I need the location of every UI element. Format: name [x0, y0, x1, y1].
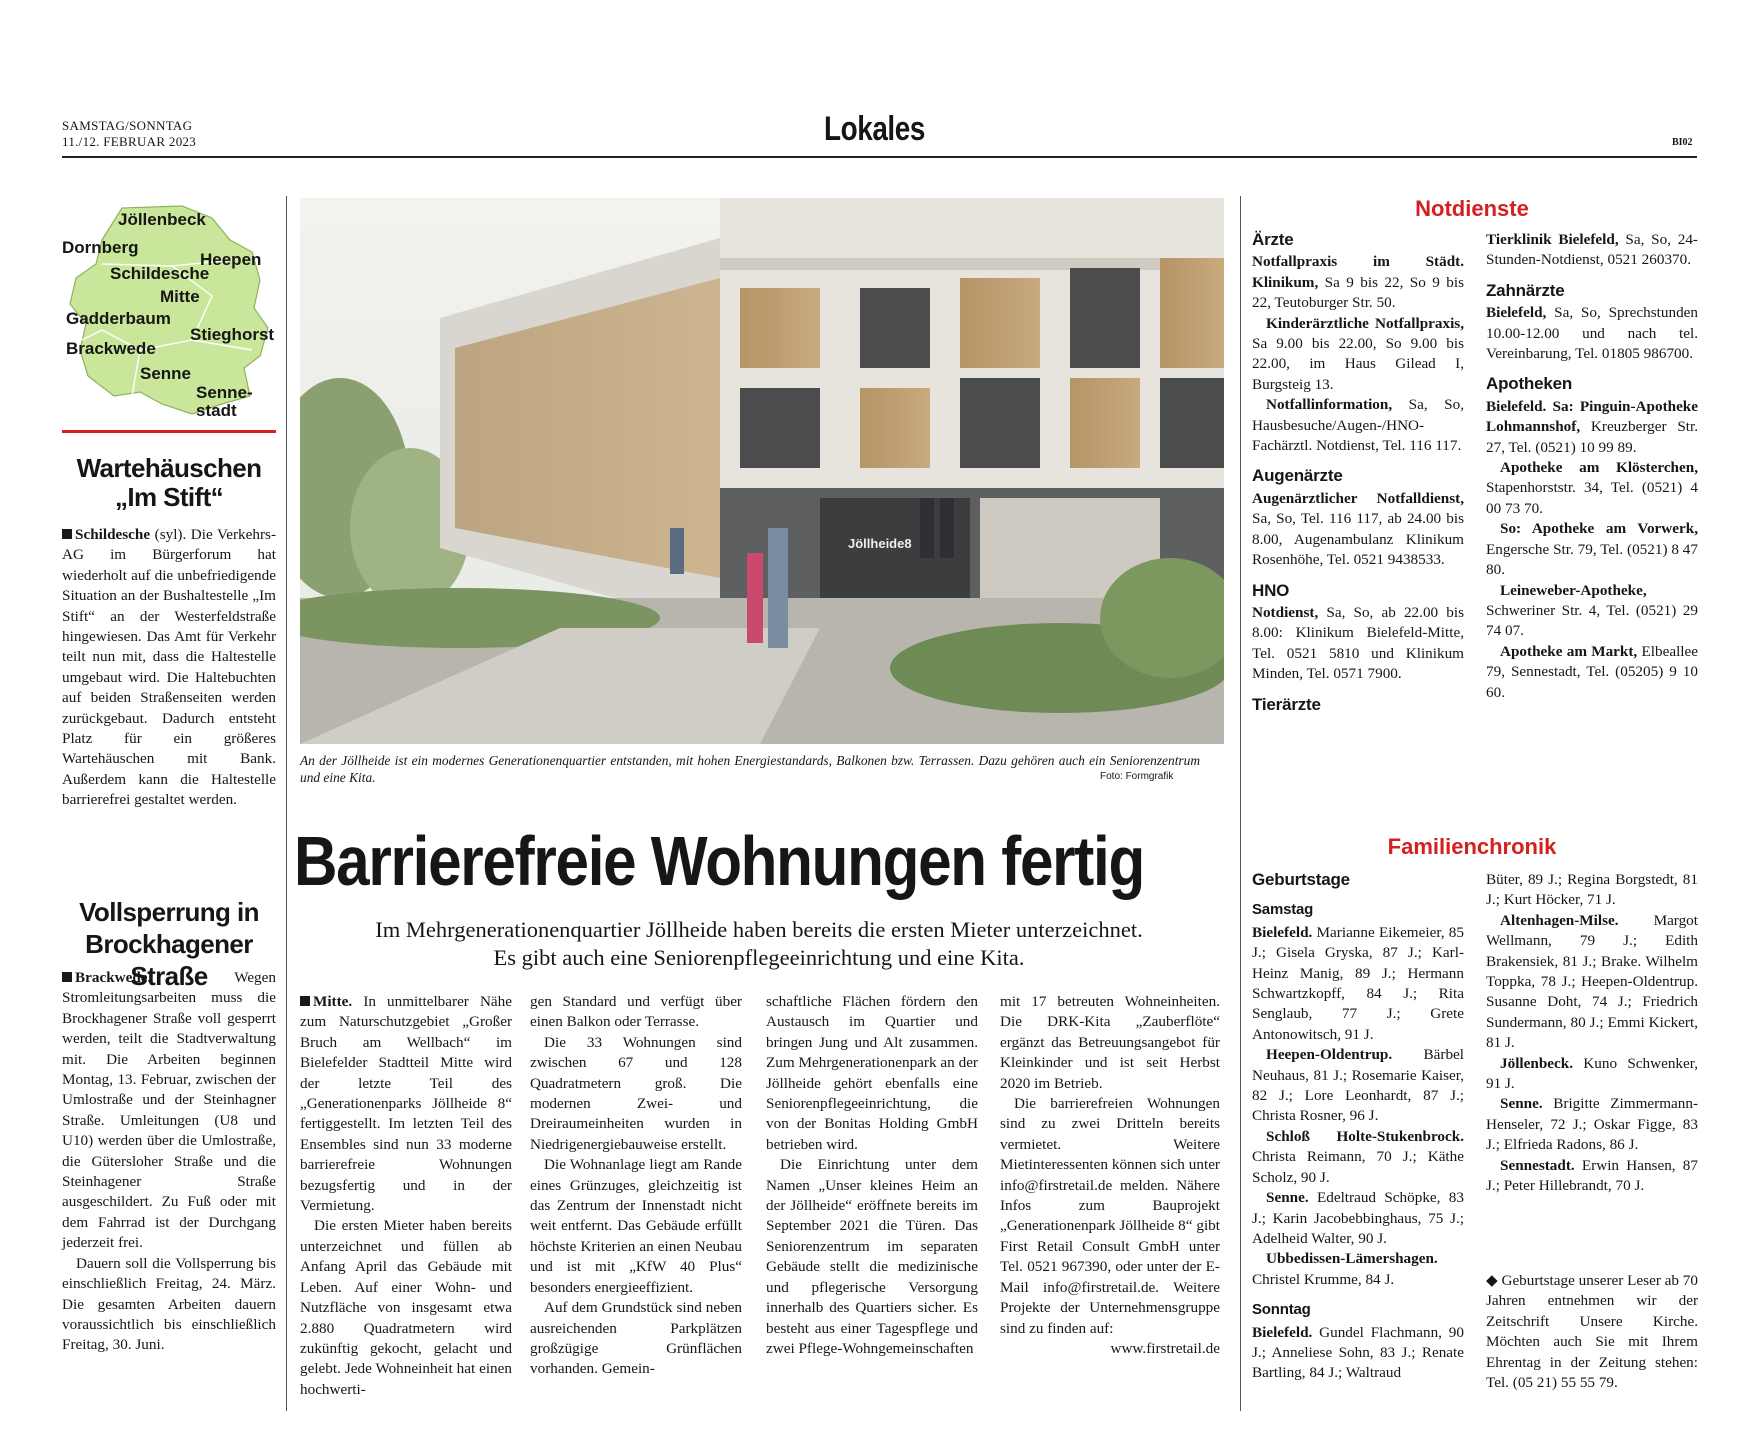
- listing-entry-name: Heepen-Oldentrup.: [1266, 1046, 1393, 1064]
- map-label-mitte: Mitte: [160, 287, 200, 306]
- listing-entry-name: Bielefeld.: [1252, 1323, 1313, 1341]
- brief2-title-line1: Vollsperrung in: [79, 897, 259, 927]
- familienchronik-title: Familienchronik: [1387, 834, 1557, 859]
- map-label-brackwede: Brackwede: [66, 339, 156, 358]
- listing-entry-details: Sa 9 bis 22, So 9 bis 22, Teutoburger Str. 50.: [1252, 273, 1464, 312]
- map-label-gadderbaum: Gadderbaum: [66, 309, 171, 328]
- map-rule: [62, 430, 276, 433]
- listing-subheading: Sonntag: [1252, 1301, 1311, 1319]
- map-label-sennestadt-2: stadt: [196, 401, 237, 420]
- listing-entry: [1252, 314, 1464, 396]
- familienchronik-right-col: [1486, 870, 1698, 1197]
- listing-entry-details: Christel Krumme, 84 J.: [1252, 1270, 1395, 1288]
- listing-entry-details: Büter, 89 J.; Regina Borgstedt, 81 J.; Kurt Höcker, 71 J.: [1486, 871, 1698, 909]
- bullet-square: [62, 529, 72, 539]
- listing-entry: [1486, 519, 1698, 580]
- listing-entry-name: Tierklinik Bielefeld,: [1486, 231, 1619, 248]
- listing-entry-details: Stapenhorststr. 34, Tel. (0521) 4 00 73 70.: [1486, 479, 1698, 517]
- listing-entry-details: Sa, So, Sprechstunden 10.00-12.00 und nach tel. Vereinbarung, Tel. 01805 986700.: [1486, 304, 1698, 363]
- brief2-place: Brackwede.: [75, 969, 152, 986]
- brief1-title: [62, 454, 276, 512]
- listing-entry-name: Jöllenbeck.: [1500, 1054, 1573, 1072]
- article-headline: Barrierefreie Wohnungen fertig: [294, 822, 1144, 900]
- notdienste-left-col: [1252, 230, 1464, 717]
- column-divider: [1240, 196, 1241, 1411]
- col4-url[interactable]: www.firstretail.de: [1110, 1339, 1220, 1357]
- listing-entry: [1486, 911, 1698, 1054]
- map-label-dornberg: Dornberg: [62, 238, 139, 257]
- date-line-2: 11./12. FEBRUAR 2023: [62, 134, 197, 149]
- listing-heading: HNO: [1252, 580, 1290, 600]
- map-label-stieghorst: Stieghorst: [190, 325, 275, 344]
- brief1-place: Schildesche: [75, 526, 151, 543]
- article-col-2: [530, 992, 742, 1380]
- map-label-sennestadt-1: Senne-: [196, 383, 253, 402]
- brief1-text: (syl). Die Verkehrs-AG im Bürgerforum hat wiederholt auf die unbefriedigende Situation an der Bushaltestelle „Im Stift“ an der Westerfeldstraße hingewiesen. Das Amt für Verkehr teilt nun mit, dass die Haltestelle umgebaut wird. Die Haltebuchten auf beiden Straßenseiten werden zurückgebaut. Dadurch entsteht Platz für ein größeres Wartehäuschen mit Bank. Außerdem kann die Haltestelle barrierefrei gestaltet werden.: [62, 526, 277, 809]
- article-subhead-line1: Im Mehrgenerationenquartier Jöllheide haben bereits die ersten Mieter unterzeichnet.: [375, 917, 1143, 942]
- listing-entry: [1486, 397, 1698, 458]
- listing-entry: [1252, 252, 1464, 313]
- article-col-3: [766, 992, 978, 1359]
- listing-entry-details: Edeltraud Schöpke, 83 J.; Karin Jacobebbinghaus, 75 J.; Adelheid Walter, 90 J.: [1252, 1189, 1464, 1247]
- listing-entry-name: Senne.: [1500, 1095, 1543, 1113]
- map-label-heepen: Heepen: [200, 250, 262, 269]
- listing-entry-details: Sa, So, Hausbesuche/Augen-/HNO-Fachärztl. Notdienst, Tel. 116 117.: [1252, 396, 1464, 455]
- listing-entry-details: Sa, So, ab 22.00 bis 8.00: Klinikum Bielefeld-Mitte, Tel. 0521 5810 und Klinikum Minden, Tel. 0571 7900.: [1252, 603, 1464, 683]
- listing-entry: [1252, 1127, 1464, 1188]
- col2-p3: Die Wohnanlage liegt am Rande eines Grünzuges, gleichzeitig ist das Zentrum der Innenstadt nicht weit entfernt. Das Gebäude erfüllt höchste Kriterien an einen Neubau und ist mit „KfW 40 Plus“ besonders energieeffizient.: [530, 1156, 742, 1296]
- col1-p2: Die ersten Mieter haben bereits unterzeichnet und füllen ab Anfang April das Gebäude mit Leben. Auf einer Wohn- und Nutzfläche von insgesamt etwa 2.880 Quadratmetern wird zukünftig gekocht, gelacht und gelebt. Jede Wohneinheit hat einen hochwerti-: [300, 1217, 512, 1398]
- map-label-senne: Senne: [140, 364, 192, 383]
- listing-entry-name: Senne.: [1266, 1189, 1309, 1207]
- notdienste-right-col: [1486, 230, 1698, 703]
- brief1-title-line2: „Im Stift“: [114, 482, 224, 512]
- brief2-text-1: Wegen Stromleitungsarbeiten muss die Brockhagener Straße voll gesperrt werden, teilt die Stadtverwaltung mit. Die Arbeiten beginnen Montag, 13. Februar, zwischen der Umlostraße und der Steinhagner Straße. Umleitungen (U8 und U10) werden über die Umlostraße, die Gütersloher Straße und die Steinhagener Straße ausgeschildert. Zu Fuß oder mit dem Fahrrad ist der Durchgang jederzeit frei.: [62, 969, 276, 1252]
- listing-heading: Zahnärzte: [1486, 280, 1565, 300]
- masthead-rule: [62, 156, 1697, 158]
- listing-entry-details: Bärbel Neuhaus, 81 J.; Rosemarie Kaiser, 82 J.; Lore Leonhardt, 87 J.; Christa Rosner, 96 J.: [1252, 1046, 1464, 1125]
- familienchronik-left-col: [1252, 870, 1464, 1384]
- listing-entry-details: Erwin Hansen, 87 J.; Peter Hillebrandt, 70 J.: [1486, 1156, 1698, 1195]
- listing-entry-details: Engersche Str. 79, Tel. (0521) 8 47 80.: [1486, 540, 1698, 579]
- listing-entry-name: Leineweber-Apotheke,: [1500, 581, 1647, 599]
- col4-p2: Die barrierefreien Wohnungen sind zu zwei Dritteln bereits vermietet. Weitere Mietinteressenten können sich unter info@firstretail.de melden. Nähere Infos zum Bauprojekt „Generationenpark Jöllheide 8“ gibt First Retail Consult GmbH unter Tel. 0521 967390, oder unter der E-Mail info@firstretail.de. Weitere Projekte der Unternehmensgruppe sind zu finden auf:: [1000, 1095, 1220, 1337]
- page-code: BI02: [1672, 137, 1693, 148]
- listing-entry: [1252, 1045, 1464, 1127]
- bullet-square: [62, 972, 72, 982]
- listing-entry-details: Schweriner Str. 4, Tel. (0521) 29 74 07.: [1486, 601, 1698, 640]
- listing-entry-name: Notfallpraxis im Städt. Klinikum,: [1252, 253, 1464, 291]
- brief2-body: [62, 968, 276, 1356]
- col3-p1: schaftliche Flächen fördern den Austausch im Quartier und bringen Jung und Alt zusammen. Zum Mehrgenerationenpark an der Jöllheide gehört ebenfalls eine Seniorenpflegeeinrichtung, die von der Bonitas Holding GmbH betrieben wird.: [766, 993, 978, 1153]
- col4-p1: mit 17 betreuten Wohneinheiten. Die DRK-Kita „Zauberflöte“ ergänzt das Betreuungsangebot für Kleinkinder und ist seit Herbst 2020 im Betrieb.: [1000, 993, 1220, 1092]
- listing-entry: [1252, 1249, 1464, 1290]
- listing-entry-name: Apotheke am Markt,: [1500, 642, 1638, 660]
- listing-entry: [1486, 1094, 1698, 1155]
- listing-entry-name: Augenärztlicher Notfalldienst,: [1252, 489, 1464, 507]
- familienchronik-note: ◆ Geburtstage unserer Leser ab 70 Jahren entnehmen wir der Zeitschrift Unsere Kirche. Möchten auch Sie mit Ihrem Ehrentag in der Zeitung stehen: Tel. (05 21) 55 55 79.: [1486, 1272, 1698, 1392]
- listing-entry-name: Altenhagen-Milse.: [1500, 911, 1619, 929]
- listing-entry: [1486, 870, 1698, 911]
- listing-entry: [1486, 458, 1698, 519]
- listing-entry: [1252, 923, 1464, 1045]
- listing-entry: [1486, 230, 1698, 271]
- col1-p1: In unmittelbarer Nähe zum Naturschutzgebiet „Großer Bruch am Wellbach“ im Bielefelder Stadtteil Mitte wird der letzte Teil des „Generationenparks Jöllheide 8“ fertiggestellt. Im letzten Teil des Ensembles sind nun 33 moderne barrierefreie Wohnungen bezugsfertig und in der Vermietung.: [300, 993, 512, 1215]
- listing-entry-details: Elbeallee 79, Sennestadt, Tel. (05205) 9 10 60.: [1486, 642, 1698, 701]
- listing-entry-name: Apotheke am Klösterchen,: [1500, 459, 1698, 477]
- map-label-schildesche: Schildesche: [110, 264, 210, 283]
- listing-entry: [1486, 1156, 1698, 1197]
- listing-entry-details: Sa, So, 24-Stunden-Notdienst, 0521 260370.: [1486, 231, 1698, 269]
- listing-entry-name: Schloß Holte-Stukenbrock.: [1266, 1127, 1464, 1145]
- listing-entry: [1252, 1323, 1464, 1384]
- listing-entry: [1252, 395, 1464, 456]
- article-place: Mitte.: [313, 993, 353, 1010]
- listing-entry-name: Bielefeld.: [1252, 923, 1313, 941]
- brief1-title-line1: Wartehäuschen: [76, 453, 262, 483]
- listing-entry-name: Ubbedissen-Lämershagen.: [1266, 1250, 1438, 1268]
- listing-entry: [1486, 581, 1698, 642]
- listing-entry-name: Notdienst,: [1252, 603, 1319, 621]
- listing-entry-name: So: Apotheke am Vorwerk,: [1500, 520, 1698, 538]
- listing-heading: Ärzte: [1252, 230, 1294, 249]
- section-title: Lokales: [824, 110, 925, 148]
- date-line-1: SAMSTAG/SONNTAG: [62, 118, 193, 133]
- bullet-square: [300, 996, 310, 1006]
- listing-entry: [1252, 603, 1464, 685]
- article-subhead-line2: Es gibt auch eine Seniorenpflegeeinrichtung und eine Kita.: [493, 945, 1025, 970]
- listing-heading: Apotheken: [1486, 374, 1573, 394]
- photo-sign: Jöllheide8: [848, 536, 912, 551]
- listing-entry-details: Marianne Eikemeier, 85 J.; Gisela Gryska, 87 J.; Karl-Heinz Manig, 89 J.; Hermann Schwartzkopff, 84 J.; Rita Senglaub, 77 J.; Grete Antonowitsch, 91 J.: [1252, 923, 1464, 1043]
- listing-entry-details: Sa, So, Tel. 116 117, ab 24.00 bis 8.00, Augenambulanz Klinikum Rosenhöhe, Tel. 0521 9438533.: [1252, 510, 1464, 569]
- col2-p2: Die 33 Wohnungen sind zwischen 67 und 128 Quadratmetern groß. Die modernen Zwei- und Dreiraumeinheiten wurden in Niedrigenergiebauweise erstellt.: [530, 1033, 742, 1153]
- listing-heading: Augenärzte: [1252, 466, 1343, 486]
- column-divider: [286, 196, 287, 1411]
- col2-p4: Auf dem Grundstück sind neben ausreichenden Parkplätzen großzügige Grünflächen vorhanden. Gemein-: [530, 1299, 742, 1378]
- listing-entry-name: Notfallinformation,: [1266, 396, 1393, 414]
- photo-caption: An der Jöllheide ist ein modernes Generationenquartier entstanden, mit hohen Energiestandards, Balkonen bzw. Terrassen. Dazu gehören auch ein Seniorenzentrum und eine Kita.: [300, 753, 1200, 785]
- article-col-1: [300, 992, 512, 1400]
- map-label-joellenbeck: Jöllenbeck: [118, 210, 206, 229]
- listing-entry-details: Kuno Schwenker, 91 J.: [1486, 1054, 1698, 1093]
- photo-illustration: [300, 198, 1224, 744]
- col2-p1: gen Standard und verfügt über einen Balkon oder Terrasse.: [530, 993, 742, 1031]
- listing-entry-details: Gundel Flachmann, 90 J.; Anneliese Sohn, 83 J.; Renate Bartling, 84 J.; Waltraud: [1252, 1323, 1464, 1382]
- listing-entry-name: Bielefeld,: [1486, 304, 1547, 322]
- listing-entry-name: Kinderärztliche Notfallpraxis,: [1266, 314, 1464, 332]
- listing-heading: Tierärzte: [1252, 694, 1321, 714]
- photo-credit: Foto: Formgrafik: [1100, 771, 1174, 782]
- listing-entry-details: Brigitte Zimmermann-Henseler, 72 J.; Oskar Figge, 83 J.; Elfrieda Radons, 86 J.: [1486, 1095, 1698, 1154]
- listing-entry: [1252, 1188, 1464, 1249]
- article-col-4: [1000, 992, 1220, 1359]
- listing-heading: Geburtstage: [1252, 870, 1350, 889]
- listing-subheading: Samstag: [1252, 901, 1314, 919]
- brief2-text-2: Dauern soll die Vollsperrung bis einschließlich Freitag, 24. März. Die gesamten Arbeiten dauern voraussichtlich bis einschließlich Freitag, 30. Juni.: [62, 1254, 276, 1354]
- listing-entry: [1486, 303, 1698, 364]
- listing-entry-details: Margot Wellmann, 79 J.; Edith Brakensiek, 81 J.; Brake. Wilhelm Toppka, 78 J.; Heepen-Oldentrup. Susanne Doht, 74 J.; Friedrich Sundermann, 80 J.; Emmi Kickert, 81 J.: [1486, 911, 1698, 1052]
- listing-entry-details: Sa 9.00 bis 22.00, So 9.00 bis 22.00, im Haus Gilead I, Burgsteig 13.: [1252, 335, 1464, 393]
- listing-entry-details: Christa Reimann, 70 J.; Käthe Scholz, 90 J.: [1252, 1148, 1464, 1186]
- building-photo: [300, 198, 1224, 744]
- brief1-body: [62, 525, 276, 811]
- col3-p2: Die Einrichtung unter dem Namen „Unser kleines Heim an der Jöllheide“ eröffnete bereits im September 2021 die Türen. Das Seniorenzentrum im separaten Gebäude stellt die medizinische und pflegerische Versorgung innerhalb des Quartiers sicher. Es besteht aus einer Tagespflege und zwei Pflege-Wohngemeinschaften: [766, 1156, 978, 1357]
- article-subhead: [294, 916, 1224, 972]
- listing-entry: [1486, 642, 1698, 703]
- listing-entry: [1252, 489, 1464, 571]
- listing-entry: [1486, 1054, 1698, 1095]
- notdienste-title: Notdienste: [1415, 196, 1529, 221]
- listing-entry-details: Kreuzberger Str. 27, Tel. (0521) 10 99 89.: [1486, 418, 1698, 456]
- brief2-title-line2: Brockhagener Straße: [85, 929, 253, 991]
- listing-entry-name: Bielefeld. Sa: Pinguin-Apotheke Lohmannshof,: [1486, 397, 1698, 436]
- listing-entry-name: Sennestadt.: [1500, 1156, 1575, 1174]
